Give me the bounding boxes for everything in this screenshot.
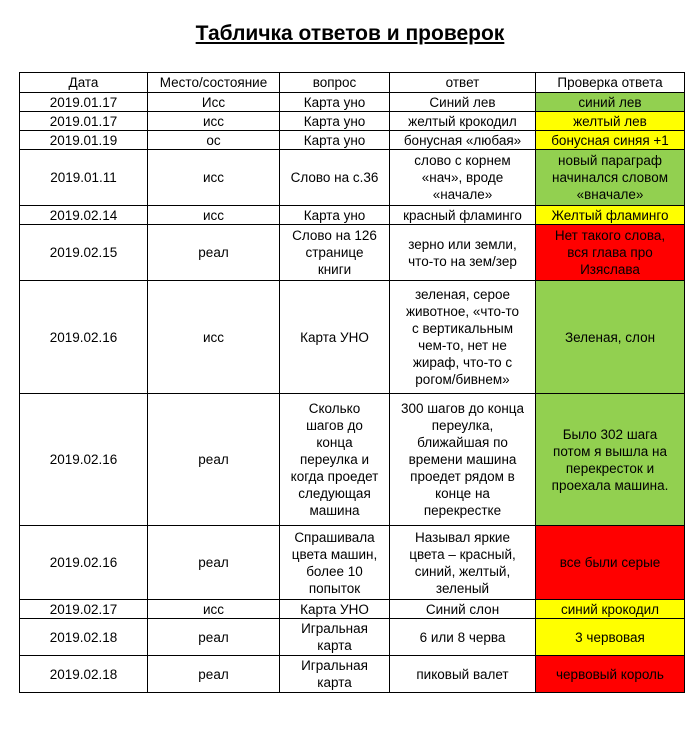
- cell-date: 2019.02.16: [20, 281, 148, 394]
- header-row: [20, 73, 685, 93]
- cell-date: 2019.02.14: [20, 206, 148, 225]
- cell-question: Спрашивала цвета машин, более 10 попыток: [280, 526, 390, 600]
- cell-date: 2019.02.15: [20, 225, 148, 281]
- cell-answer: зерно или земли, что-то на зем/зер: [390, 225, 536, 281]
- cell-place: реал: [148, 526, 280, 600]
- cell-answer: слово с корнем «нач», вроде «начале»: [390, 150, 536, 206]
- cell-date: 2019.01.17: [20, 112, 148, 131]
- cell-place: реал: [148, 619, 280, 656]
- cell-question: Карта уно: [280, 206, 390, 225]
- cell-answer: красный фламинго: [390, 206, 536, 225]
- cell-question: Слово на с.36: [280, 150, 390, 206]
- table-row: [20, 112, 685, 131]
- cell-question: Игральная карта: [280, 619, 390, 656]
- cell-date: 2019.01.11: [20, 150, 148, 206]
- cell-check: червовый король: [536, 656, 685, 693]
- cell-answer: зеленая, серое животное, «что-то с вертикальным чем-то, нет не жираф, что-то с рогом/бивнем»: [390, 281, 536, 394]
- page-title: Табличка ответов и проверок: [195, 22, 505, 45]
- table-row: [20, 93, 685, 112]
- cell-place: исс: [148, 281, 280, 394]
- cell-place: Исс: [148, 93, 280, 112]
- cell-answer: бонусная «любая»: [390, 131, 536, 150]
- cell-place: исс: [148, 150, 280, 206]
- header-question: вопрос: [280, 73, 390, 93]
- cell-date: 2019.02.17: [20, 600, 148, 619]
- cell-date: 2019.01.19: [20, 131, 148, 150]
- header-place: Место/состояние: [148, 73, 280, 93]
- cell-answer: Называл яркие цвета – красный, синий, желтый, зеленый: [390, 526, 536, 600]
- cell-place: реал: [148, 394, 280, 526]
- table-row: [20, 600, 685, 619]
- cell-check: Желтый фламинго: [536, 206, 685, 225]
- header-date: Дата: [20, 73, 148, 93]
- cell-question: Карта уно: [280, 131, 390, 150]
- table-row: [20, 526, 685, 600]
- cell-check: синий лев: [536, 93, 685, 112]
- cell-date: 2019.02.16: [20, 526, 148, 600]
- cell-place: реал: [148, 225, 280, 281]
- cell-check: Нет такого слова, вся глава про Изяслава: [536, 225, 685, 281]
- cell-date: 2019.02.18: [20, 656, 148, 693]
- cell-question: Карта уно: [280, 93, 390, 112]
- cell-answer: 6 или 8 черва: [390, 619, 536, 656]
- table-row: [20, 206, 685, 225]
- cell-question: Игральная карта: [280, 656, 390, 693]
- table-row: [20, 131, 685, 150]
- cell-date: 2019.02.16: [20, 394, 148, 526]
- cell-date: 2019.02.18: [20, 619, 148, 656]
- cell-answer: Синий лев: [390, 93, 536, 112]
- cell-question: Сколько шагов до конца переулка и когда проедет следующая машина: [280, 394, 390, 526]
- cell-answer: Синий слон: [390, 600, 536, 619]
- cell-question: Карта уно: [280, 112, 390, 131]
- cell-date: 2019.01.17: [20, 93, 148, 112]
- cell-check: все были серые: [536, 526, 685, 600]
- cell-check: новый параграф начинался словом «вначале»: [536, 150, 685, 206]
- cell-place: исс: [148, 206, 280, 225]
- cell-question: Карта УНО: [280, 600, 390, 619]
- cell-answer: желтый крокодил: [390, 112, 536, 131]
- cell-place: исс: [148, 112, 280, 131]
- cell-check: Было 302 шага потом я вышла на перекресток и проехала машина.: [536, 394, 685, 526]
- table-row: [20, 656, 685, 693]
- cell-answer: 300 шагов до конца переулка, ближайшая по времени машина проедет рядом в конце на перекрестке: [390, 394, 536, 526]
- cell-check: синий крокодил: [536, 600, 685, 619]
- cell-place: реал: [148, 656, 280, 693]
- table-row: [20, 281, 685, 394]
- cell-check: бонусная синяя +1: [536, 131, 685, 150]
- cell-question: Слово на 126 странице книги: [280, 225, 390, 281]
- cell-check: Зеленая, слон: [536, 281, 685, 394]
- answers-table: [19, 72, 685, 693]
- header-answer: ответ: [390, 73, 536, 93]
- table-row: [20, 619, 685, 656]
- cell-place: исс: [148, 600, 280, 619]
- cell-answer: пиковый валет: [390, 656, 536, 693]
- table-row: [20, 225, 685, 281]
- cell-question: Карта УНО: [280, 281, 390, 394]
- table-row: [20, 150, 685, 206]
- cell-place: ос: [148, 131, 280, 150]
- cell-check: желтый лев: [536, 112, 685, 131]
- table-row: [20, 394, 685, 526]
- cell-check: 3 червовая: [536, 619, 685, 656]
- header-check: Проверка ответа: [536, 73, 685, 93]
